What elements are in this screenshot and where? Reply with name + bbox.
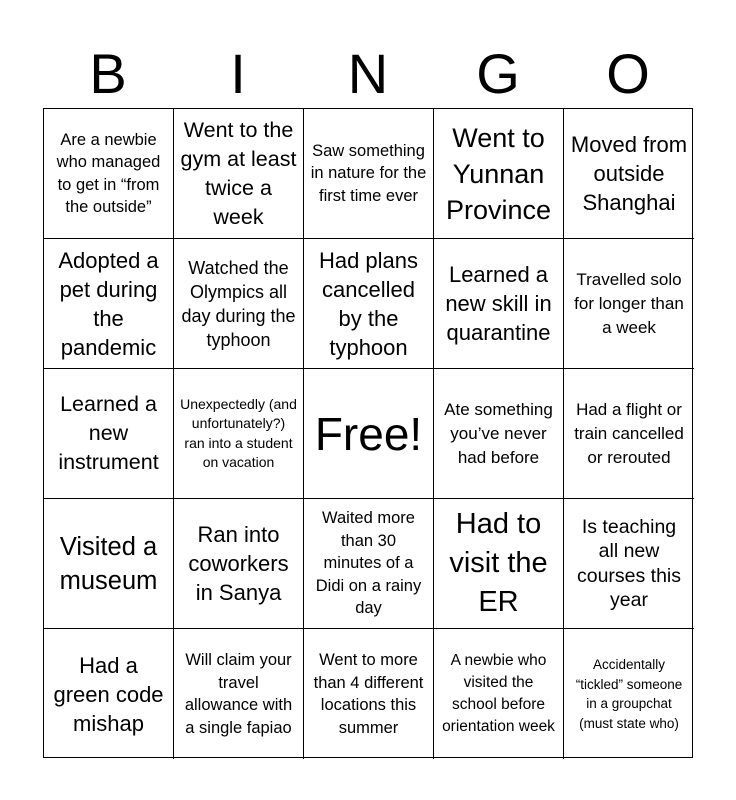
- cell-text: Are a newbie who managed to get in “from the outside”: [56, 130, 161, 216]
- bingo-cell[interactable]: [304, 239, 434, 369]
- bingo-cell[interactable]: [44, 369, 174, 499]
- bingo-cell[interactable]: [564, 239, 694, 369]
- cell-text: Watched the Olympics all day during the typhoon: [181, 257, 296, 350]
- bingo-cell[interactable]: [174, 109, 304, 239]
- cell-text: Travelled solo for longer than a week: [574, 269, 684, 337]
- cell-text: Saw something in nature for the first time ever: [310, 141, 427, 205]
- cell-text: Had a flight or train cancelled or rerouted: [574, 399, 684, 467]
- header-letter-g: G: [476, 42, 520, 105]
- bingo-cell[interactable]: [44, 629, 174, 759]
- cell-text: Had to visit the ER: [449, 508, 548, 618]
- bingo-cell[interactable]: [174, 239, 304, 369]
- cell-text: Went to more than 4 different locations this summer: [313, 651, 424, 737]
- bingo-cell[interactable]: [44, 109, 174, 239]
- bingo-cell[interactable]: [304, 499, 434, 629]
- bingo-cell[interactable]: [174, 499, 304, 629]
- bingo-header: [43, 40, 693, 108]
- bingo-cell-free[interactable]: [304, 369, 434, 499]
- bingo-cell[interactable]: [44, 239, 174, 369]
- header-letter-o: O: [606, 42, 650, 105]
- bingo-grid: [43, 108, 693, 758]
- cell-text: Accidentally “tickled” someone in a groupchat (must state who): [575, 657, 683, 731]
- header-letter-i: I: [230, 42, 246, 105]
- cell-text: Had a green code mishap: [53, 652, 164, 736]
- bingo-cell[interactable]: [174, 629, 304, 759]
- bingo-cell[interactable]: [564, 629, 694, 759]
- cell-text: Ate something you’ve never had before: [444, 399, 553, 467]
- bingo-cell[interactable]: [304, 629, 434, 759]
- cell-text: Unexpectedly (and unfortunately?) ran into a student on vacation: [180, 395, 297, 470]
- cell-text: Adopted a pet during the pandemic: [58, 247, 159, 360]
- cell-text: Will claim your travel allowance with a single fapiao: [184, 651, 293, 737]
- cell-text: Learned a new instrument: [58, 392, 159, 474]
- cell-text: Went to Yunnan Province: [445, 122, 552, 225]
- cell-text: Is teaching all new courses this year: [576, 515, 682, 611]
- header-letter-b: B: [89, 42, 127, 105]
- header-letter-n: N: [347, 42, 389, 105]
- bingo-cell[interactable]: [434, 629, 564, 759]
- bingo-cell[interactable]: [304, 109, 434, 239]
- cell-text: Visited a museum: [59, 532, 158, 595]
- cell-text: A newbie who visited the school before orientation week: [442, 652, 555, 735]
- bingo-cell[interactable]: [434, 109, 564, 239]
- bingo-cell[interactable]: [434, 369, 564, 499]
- bingo-cell[interactable]: [434, 499, 564, 629]
- bingo-cell[interactable]: [564, 109, 694, 239]
- cell-text: Waited more than 30 minutes of a Didi on a rainy day: [315, 509, 422, 618]
- cell-text: Moved from outside Shanghai: [570, 132, 688, 215]
- cell-text: Free!: [314, 407, 423, 460]
- bingo-cell[interactable]: [434, 239, 564, 369]
- cell-text: Had plans cancelled by the typhoon: [318, 247, 419, 360]
- cell-text: Ran into coworkers in Sanya: [188, 522, 289, 605]
- bingo-cell[interactable]: [564, 369, 694, 499]
- bingo-cell[interactable]: [564, 499, 694, 629]
- cell-text: Learned a new skill in quarantine: [445, 262, 552, 345]
- bingo-cell[interactable]: [174, 369, 304, 499]
- cell-text: Went to the gym at least twice a week: [180, 117, 297, 229]
- bingo-cell[interactable]: [44, 499, 174, 629]
